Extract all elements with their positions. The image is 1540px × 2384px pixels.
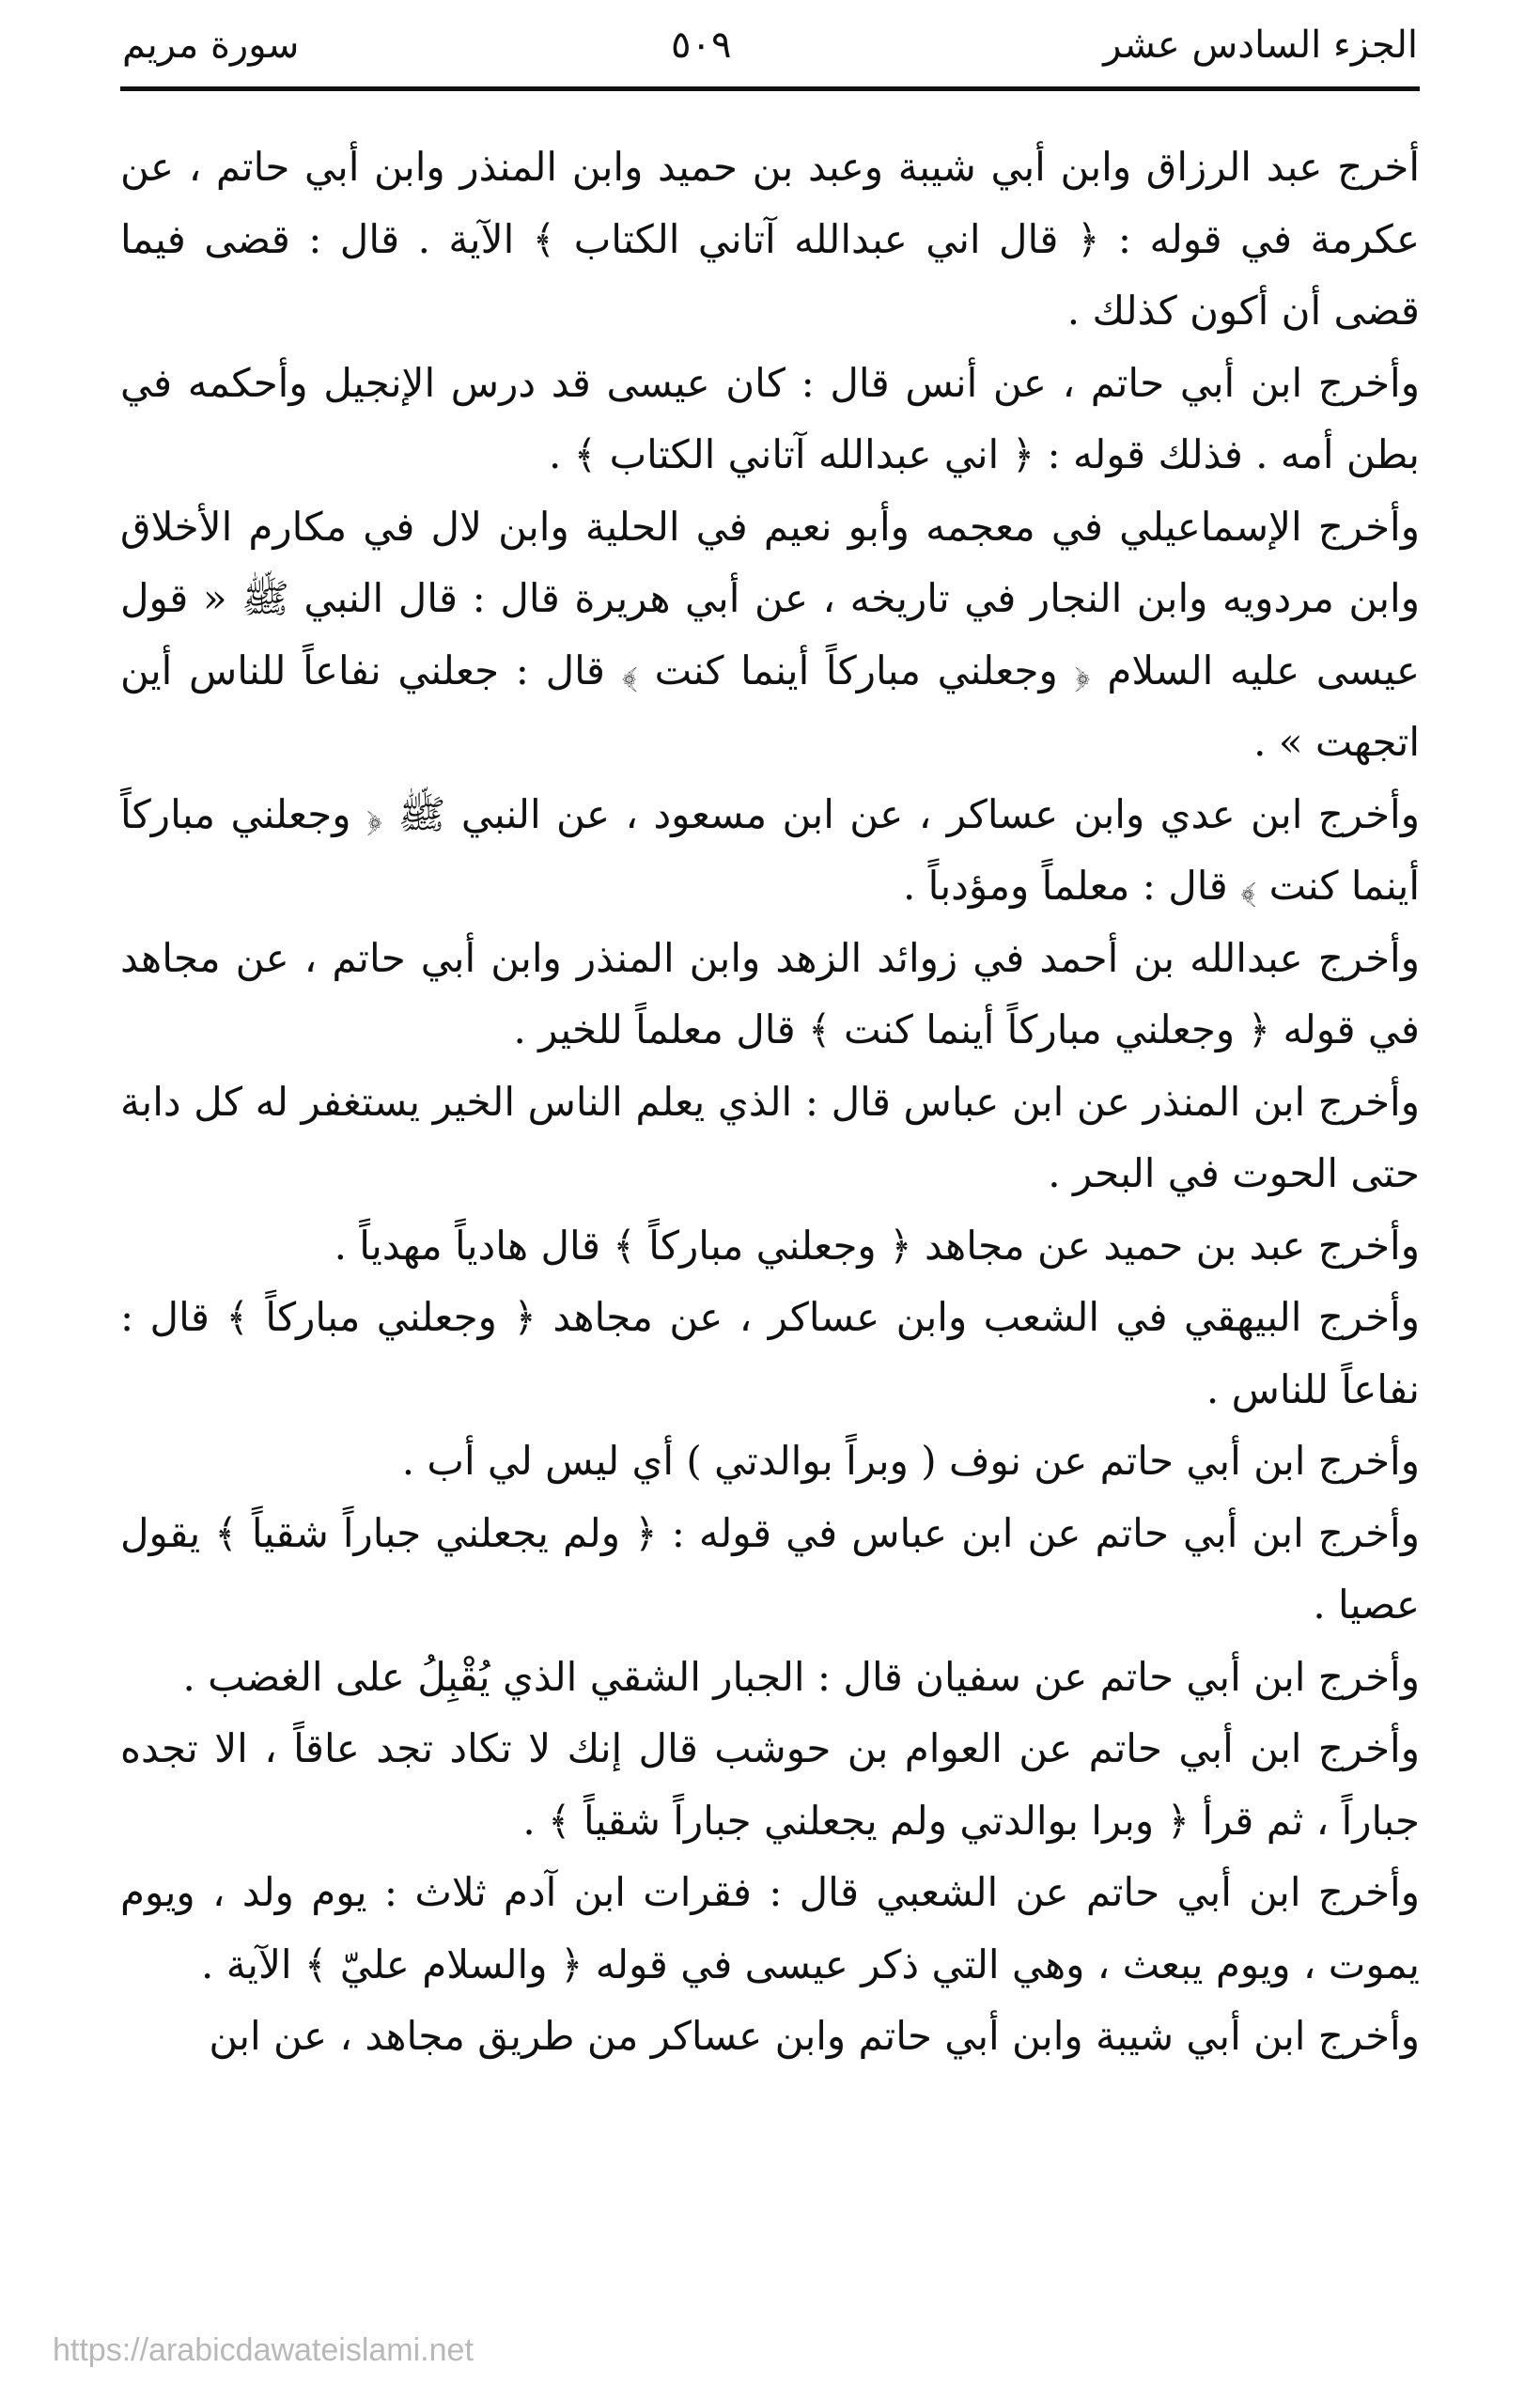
paragraph-14: وأخرج ابن أبي شيبة وابن أبي حاتم وابن عساكر من طريق مجاهد ، عن ابن [209, 2013, 1420, 2059]
paragraph-13: وأخرج ابن أبي حاتم عن الشعبي قال : فقرات ابن آدم ثلاث : يوم ولد ، ويوم يموت ، ويوم يبعث ، وهي التي ذكر عيسى في قوله ﴿ والسلام عليّ ﴾ الآية . [120, 1869, 1420, 1987]
paragraph-2: وأخرج ابن أبي حاتم ، عن أنس قال : كان عيسى قد درس الإنجيل وأحكمه في بطن أمه . فذلك قوله : ﴿ اني عبدالله آتاني الكتاب ﴾ . [120, 359, 1420, 477]
page-body [120, 132, 1420, 2073]
paragraph-3: وأخرج الإسماعيلي في معجمه وأبو نعيم في الحلية وابن لال في مكارم الأخلاق وابن مردويه وابن النجار في تاريخه ، عن أبي هريرة قال : قال النبي ﷺ « قول عيسى عليه السلام ﴿ وجعلني مباركاً أينما كنت ﴾ قال : جعلني نفاعاً للناس أين اتجهت » . [120, 503, 1420, 765]
paragraph-4: وأخرج ابن عدي وابن عساكر ، عن ابن مسعود ، عن النبي ﷺ ﴿ وجعلني مباركاً أينما كنت ﴾ قال : معلماً ومؤدباً . [120, 790, 1420, 909]
source-url-watermark: https://arabicdawateislami.net [53, 2332, 474, 2368]
page-number: ٥٠٩ [671, 23, 732, 67]
paragraph-10: وأخرج ابن أبي حاتم عن ابن عباس في قوله : ﴿ ولم يجعلني جباراً شقياً ﴾ يقول عصيا . [120, 1509, 1420, 1628]
paragraph-12: وأخرج ابن أبي حاتم عن العوام بن حوشب قال إنك لا تكاد تجد عاقاً ، الا تجده جباراً ، ثم قرأ ﴿ وبرا بوالدتي ولم يجعلني جباراً شقياً ﴾ . [120, 1725, 1420, 1844]
paragraph-11: وأخرج ابن أبي حاتم عن سفيان قال : الجبار الشقي الذي يُقْبِلُ على الغضب . [182, 1653, 1420, 1700]
paragraph-8: وأخرج البيهقي في الشعب وابن عساكر ، عن مجاهد ﴿ وجعلني مباركاً ﴾ قال : نفاعاً للناس . [120, 1294, 1420, 1412]
header-divider [120, 86, 1420, 91]
page-header [122, 17, 1418, 73]
paragraph-1: أخرج عبد الرزاق وابن أبي شيبة وعبد بن حميد وابن المنذر وابن أبي حاتم ، عن عكرمة في قوله : ﴿ قال اني عبدالله آتاني الكتاب ﴾ الآية . قال : قضى فيما قضى أن أكون كذلك . [120, 144, 1420, 334]
paragraph-6: وأخرج ابن المنذر عن ابن عباس قال : الذي يعلم الناس الخير يستغفر له كل دابة حتى الحوت في البحر . [120, 1078, 1420, 1196]
paragraph-7: وأخرج عبد بن حميد عن مجاهد ﴿ وجعلني مباركاً ﴾ قال هادياً مهدياً . [334, 1222, 1420, 1269]
part-title: الجزء السادس عشر [1103, 23, 1418, 67]
surah-title: سورة مريم [122, 23, 300, 67]
paragraph-9: وأخرج ابن أبي حاتم عن نوف ( وبراً بوالدتي ) أي ليس لي أب . [401, 1438, 1420, 1484]
paragraph-5: وأخرج عبدالله بن أحمد في زوائد الزهد وابن المنذر وابن أبي حاتم ، عن مجاهد في قوله ﴿ وجعلني مباركاً أينما كنت ﴾ قال معلماً للخير . [120, 934, 1420, 1052]
